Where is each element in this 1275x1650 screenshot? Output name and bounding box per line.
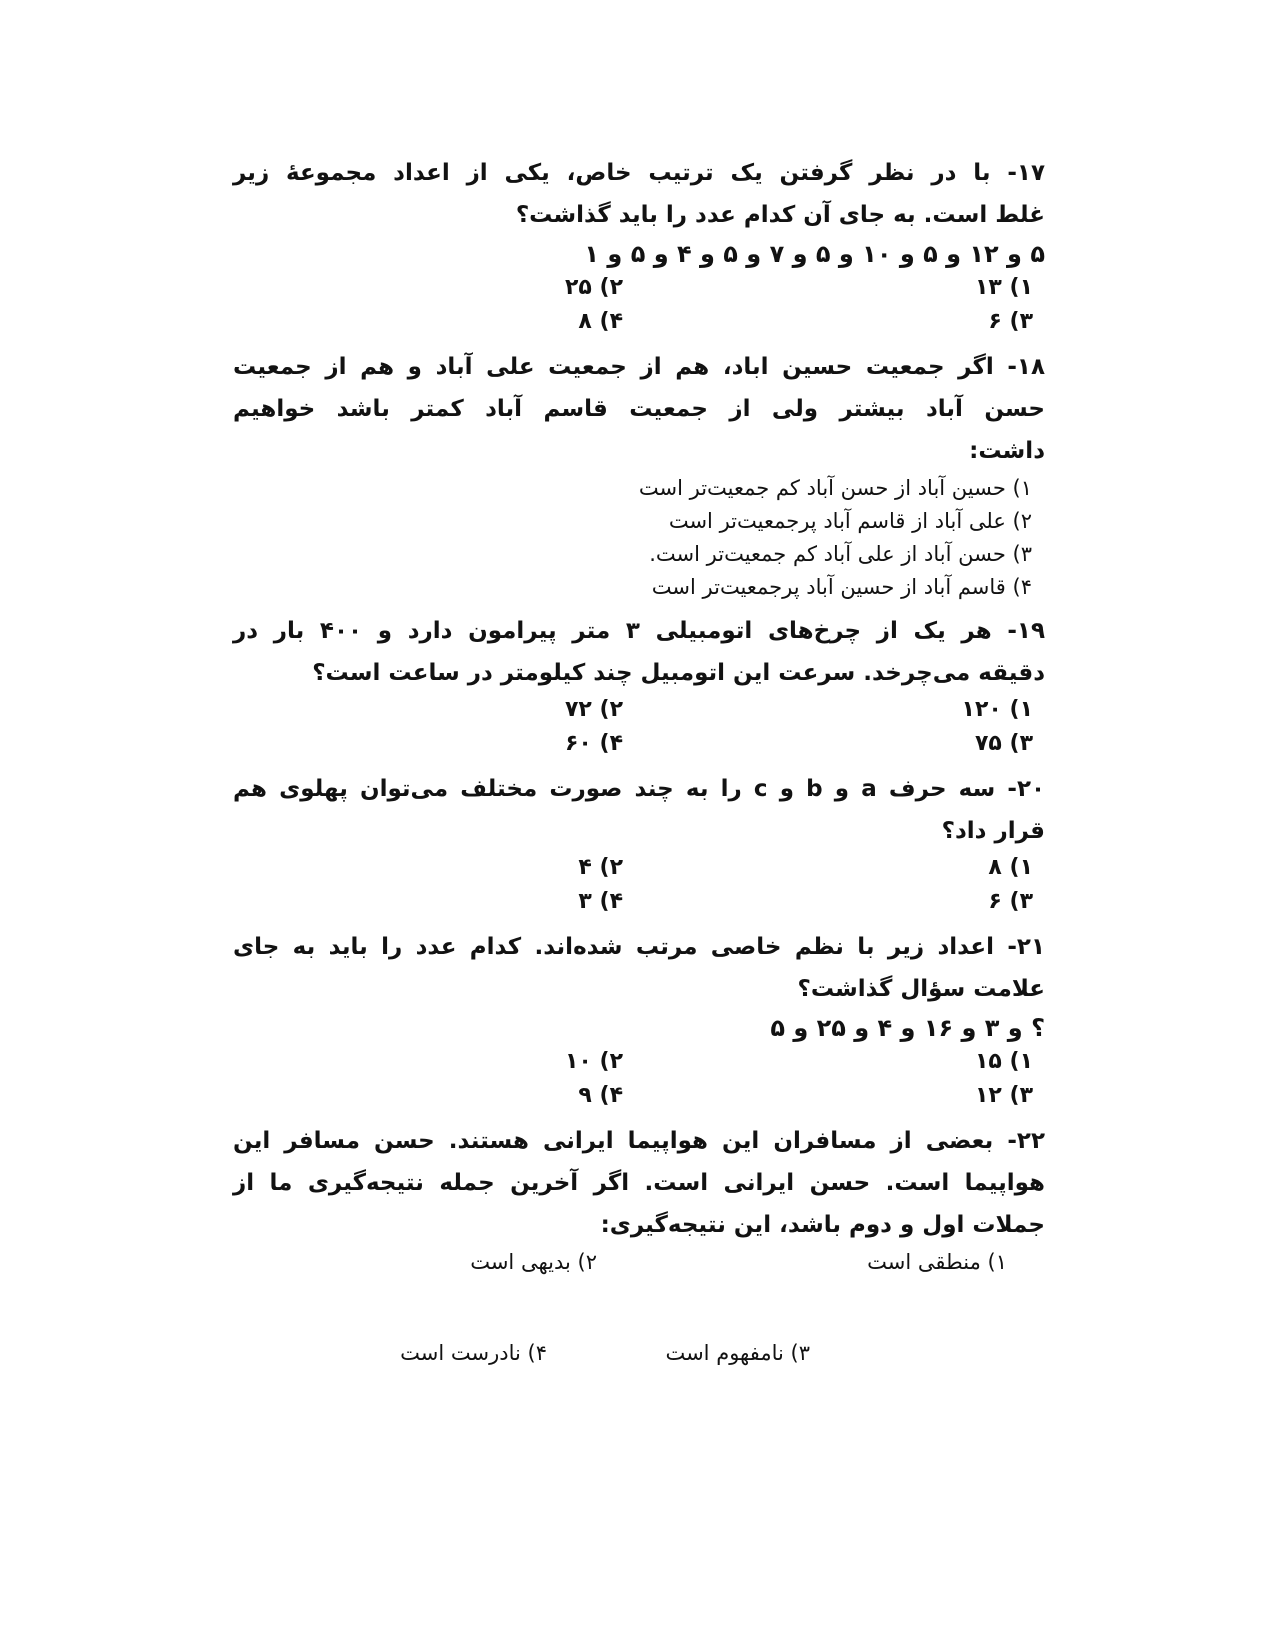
option-1: ۱) ۸ (988, 855, 1033, 880)
questions-container (233, 152, 1045, 1377)
option-1: ۱) منطقی است (867, 1250, 1007, 1274)
options-row (233, 728, 1045, 762)
options-row (233, 694, 1045, 728)
option-2: ۲) علی آباد از قاسم آباد پرجمعیت‌تر است (668, 509, 1032, 533)
question-stem-line: ۱۷- با در نظر گرفتن یک ترتیب خاص، یکی از اعداد مجموعهٔ زیر (233, 160, 1045, 186)
option-2: ۲) ۷۲ (564, 697, 623, 722)
question-22 (233, 1120, 1045, 1371)
option-2: ۲) بدیهی است (470, 1250, 597, 1274)
question-stem-line: قرار داد؟ (941, 818, 1045, 844)
options-row (233, 272, 1045, 306)
question-20 (233, 768, 1045, 920)
question-stem-line: ۲۰- سه حرف a و b و c را به چند صورت مختلف می‌توان پهلوی هم (233, 776, 1046, 802)
question-stem-line: علامت سؤال گذاشت؟ (797, 976, 1045, 1002)
option-3: ۳) حسن آباد از علی آباد کم جمعیت‌تر است. (649, 542, 1032, 566)
option-3: ۳) ۶ (988, 309, 1033, 334)
question-stem-line: ۲۲- بعضی از مسافران این هواپیما ایرانی هستند. حسن مسافر این (233, 1128, 1045, 1154)
options-row (233, 1337, 1045, 1371)
option-4: ۴) ۶۰ (564, 731, 623, 756)
option-4: ۴) قاسم آباد از حسین آباد پرجمعیت‌تر است (651, 575, 1032, 599)
options-row (233, 886, 1045, 920)
question-stem-line: جملات اول و دوم باشد، این نتیجه‌گیری: (600, 1212, 1045, 1238)
question-stem-line: حسن آباد بیشتر ولی از جمعیت قاسم آباد کمتر باشد خواهیم (233, 396, 1045, 422)
options-row (233, 852, 1045, 886)
option-3: ۳) ۶ (988, 889, 1033, 914)
option-3: ۳) ۱۲ (974, 1083, 1033, 1108)
number-sequence: ؟ و ۳ و ۱۶ و ۴ و ۲۵ و ۵ (770, 1014, 1045, 1042)
option-1: ۱) ۱۵ (974, 1049, 1033, 1074)
question-stem-line: ۲۱- اعداد زیر با نظم خاصی مرتب شده‌اند. کدام عدد را باید به جای (233, 934, 1045, 960)
option-4: ۴) ۳ (578, 889, 623, 914)
option-3: ۳) ۷۵ (974, 731, 1033, 756)
option-4: ۴) نادرست است (400, 1341, 547, 1365)
question-stem-line: داشت: (969, 438, 1045, 464)
question-stem-line: ۱۹- هر یک از چرخ‌های اتومبیلی ۳ متر پیرامون دارد و ۴۰۰ بار در (233, 618, 1045, 644)
number-sequence: ۵ و ۱۲ و ۵ و ۱۰ و ۵ و ۷ و ۵ و ۴ و ۵ و ۱ (584, 240, 1045, 268)
option-3: ۳) نامفهوم است (665, 1341, 810, 1365)
options-row (233, 1246, 1045, 1280)
option-4: ۴) ۸ (578, 309, 623, 334)
question-17 (233, 152, 1045, 340)
question-21 (233, 926, 1045, 1114)
options-row (233, 306, 1045, 340)
options-row (233, 1080, 1045, 1114)
option-2: ۲) ۴ (578, 855, 623, 880)
question-stem-line: دقیقه می‌چرخد. سرعت این اتومبیل چند کیلومتر در ساعت است؟ (312, 660, 1045, 686)
option-1: ۱) ۱۳ (974, 275, 1033, 300)
question-18 (233, 346, 1045, 604)
option-2: ۲) ۲۵ (564, 275, 623, 300)
option-1: ۱) حسین آباد از حسن آباد کم جمعیت‌تر است (638, 476, 1032, 500)
option-1: ۱) ۱۲۰ (961, 697, 1033, 722)
option-4: ۴) ۹ (578, 1083, 623, 1108)
question-stem-line: ۱۸- اگر جمعیت حسین اباد، هم از جمعیت علی آباد و هم از جمعیت (233, 354, 1045, 380)
question-19 (233, 610, 1045, 762)
options-row (233, 1046, 1045, 1080)
question-stem-line: غلط است. به جای آن کدام عدد را باید گذاشت؟ (515, 202, 1045, 228)
options-list (233, 472, 1045, 604)
question-stem-line: هواپیما است. حسن ایرانی است. اگر آخرین جمله نتیجه‌گیری ما از (233, 1170, 1045, 1196)
option-2: ۲) ۱۰ (564, 1049, 623, 1074)
